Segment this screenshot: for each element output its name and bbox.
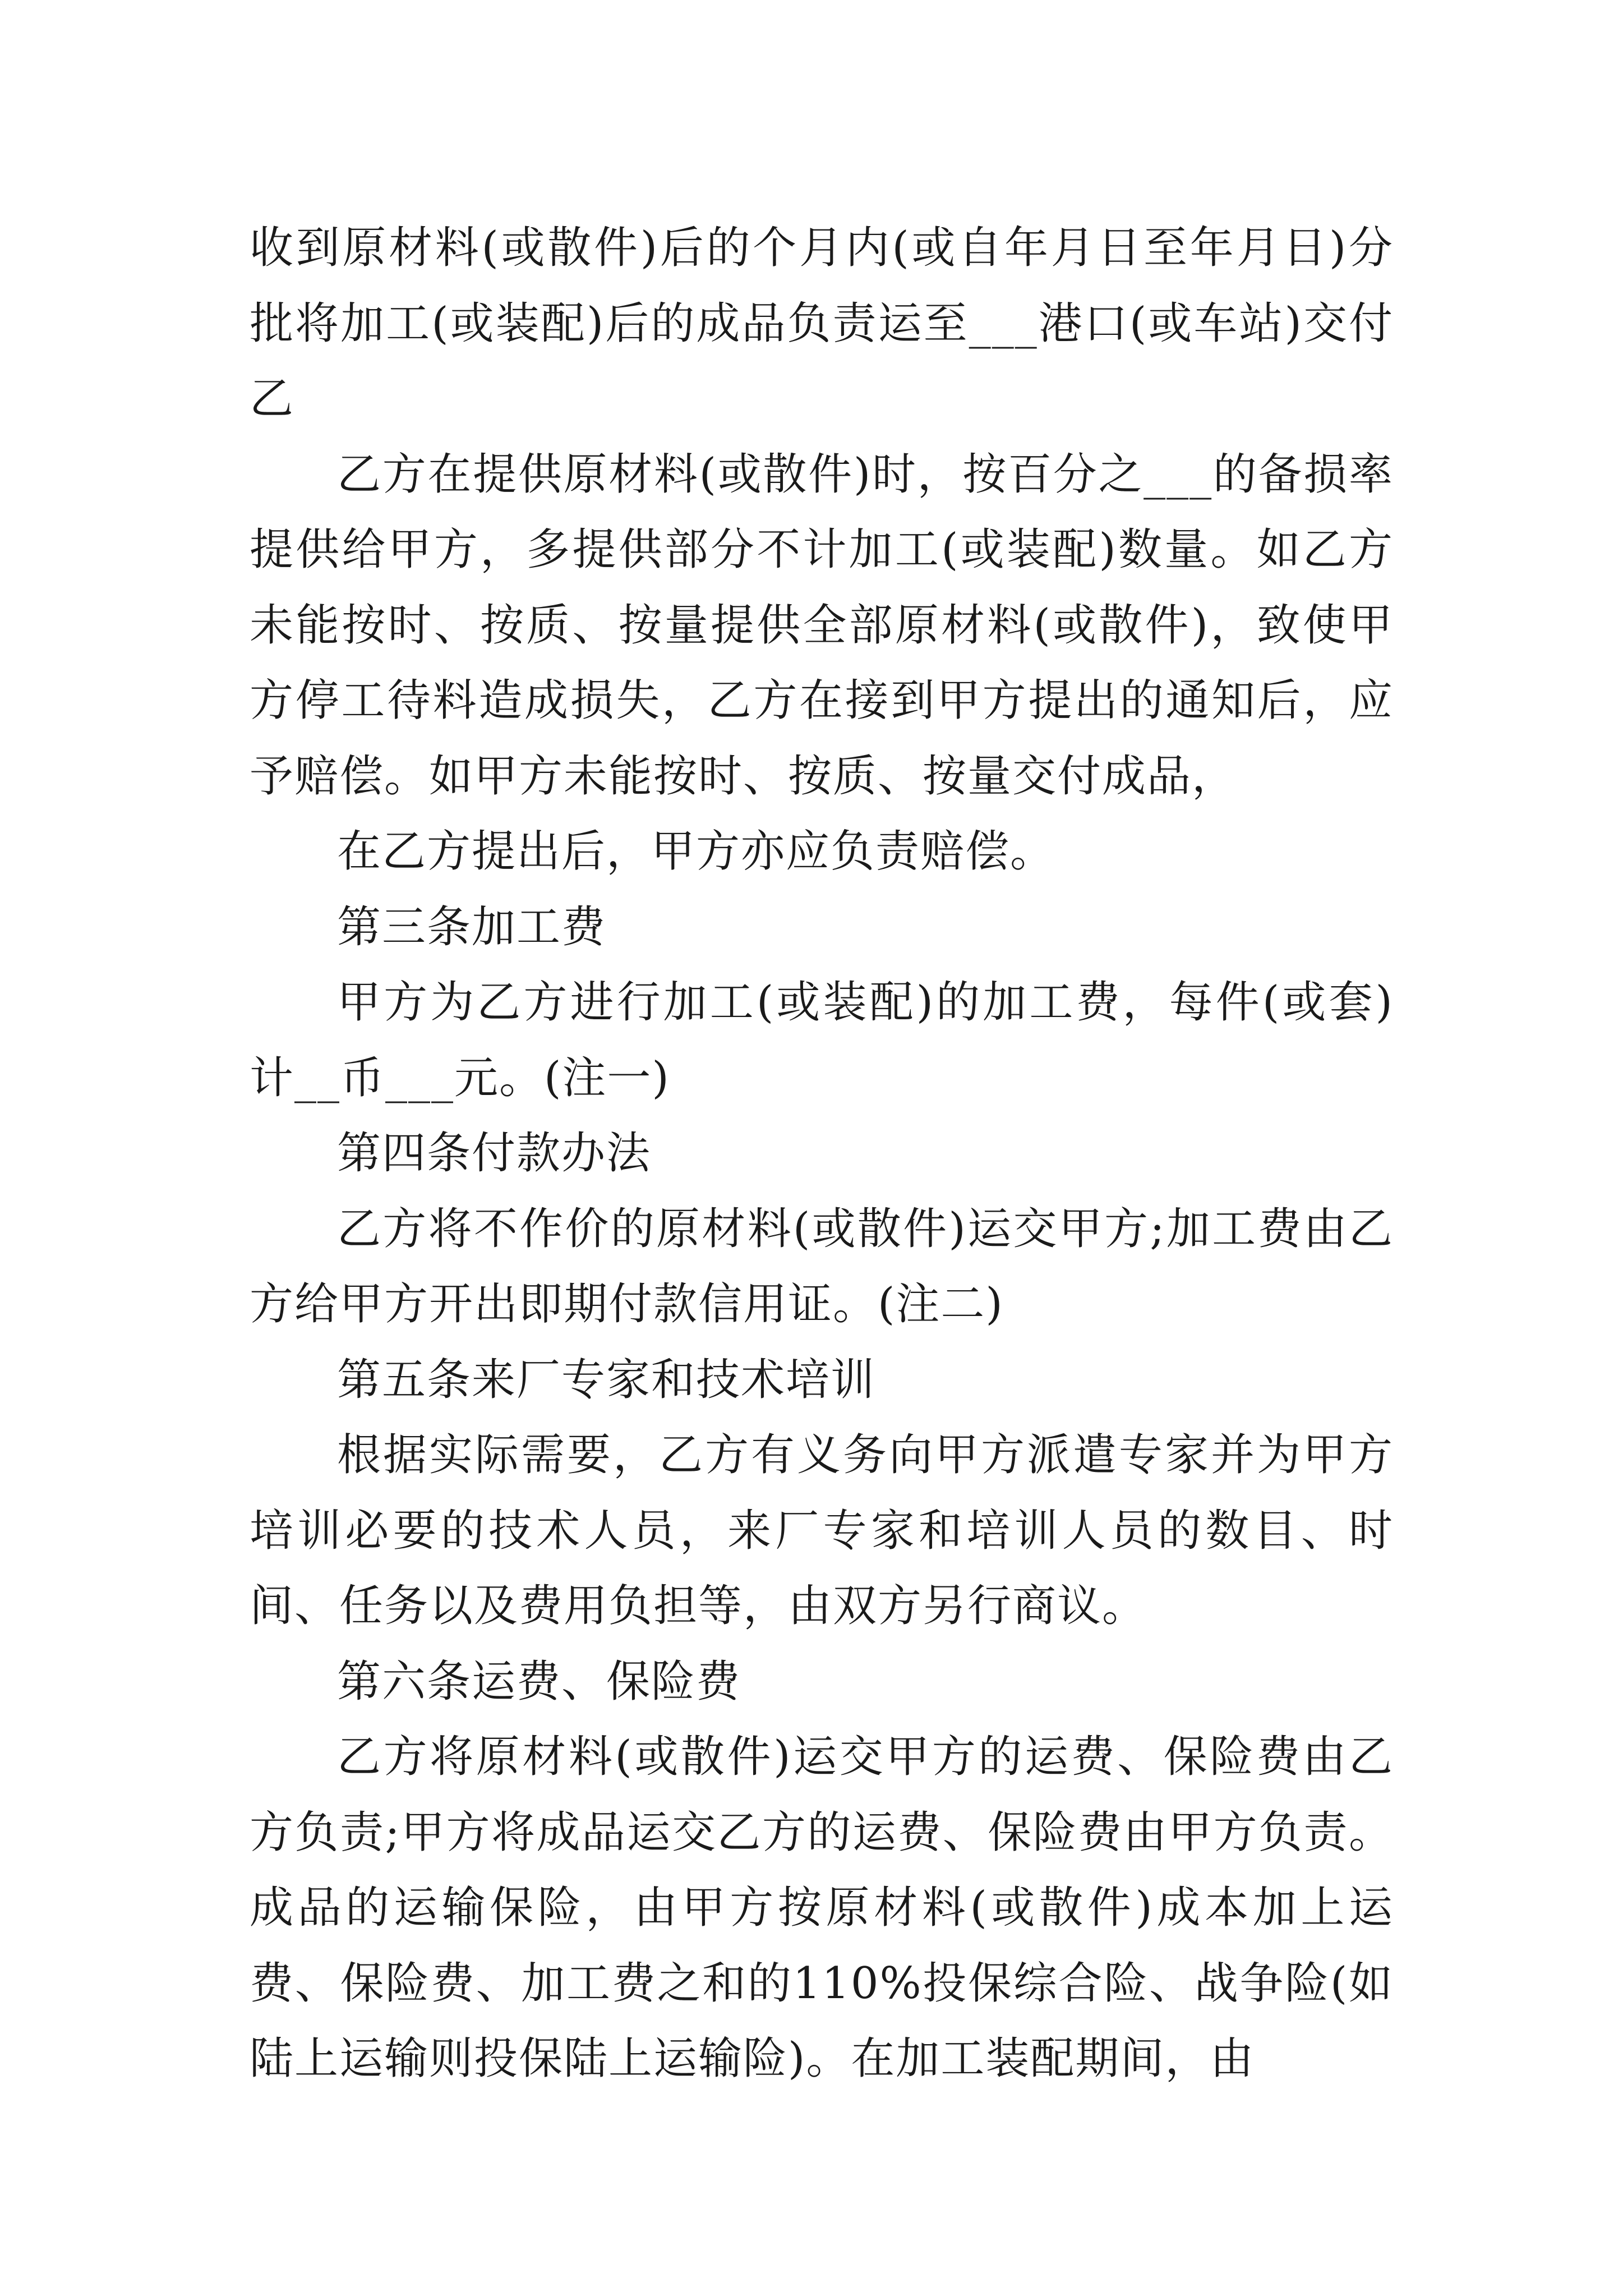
paragraph-experts-training: 根据实际需要，乙方有义务向甲方派遣专家并为甲方培训必要的技术人员，来厂专家和培训人员的数目、时间、任务以及费用负担等，由双方另行商议。	[250, 1430, 1394, 1631]
document-body	[250, 210, 1394, 2097]
heading-article-5: 第五条来厂专家和技术培训	[337, 1354, 876, 1405]
paragraph-compensation: 在乙方提出后，甲方亦应负责赔偿。	[337, 826, 1055, 877]
paragraph-processing-fee: 甲方为乙方进行加工(或装配)的加工费，每件(或套)计__币___元。(注一)	[250, 977, 1394, 1103]
heading-article-6: 第六条运费、保险费	[337, 1656, 741, 1707]
paragraph-payment: 乙方将不作价的原材料(或散件)运交甲方;加工费由乙方给甲方开出即期付款信用证。(注二)	[250, 1203, 1394, 1329]
paragraph-delivery: 收到原材料(或散件)后的个月内(或自年月日至年月日)分批将加工(或装配)后的成品负责运至___港口(或车站)交付乙	[250, 223, 1394, 424]
heading-article-4: 第四条付款办法	[337, 1128, 652, 1179]
paragraph-material-supply: 乙方在提供原材料(或散件)时，按百分之___的备损率提供给甲方，多提供部分不计加工(或装配)数量。如乙方未能按时、按质、按量提供全部原材料(或散件)，致使甲方停工待料造成损失，乙方在接到甲方提出的通知后，应予赔偿。如甲方未能按时、按质、按量交付成品，	[250, 449, 1394, 802]
heading-article-3: 第三条加工费	[337, 901, 607, 953]
paragraph-freight-insurance: 乙方将原材料(或散件)运交甲方的运费、保险费由乙方负责;甲方将成品运交乙方的运费、保险费由甲方负责。成品的运输保险，由甲方按原材料(或散件)成本加上运费、保险费、加工费之和的110%投保综合险、战争险(如陆上运输则投保陆上运输险)。在加工装配期间，由	[250, 1732, 1394, 2084]
